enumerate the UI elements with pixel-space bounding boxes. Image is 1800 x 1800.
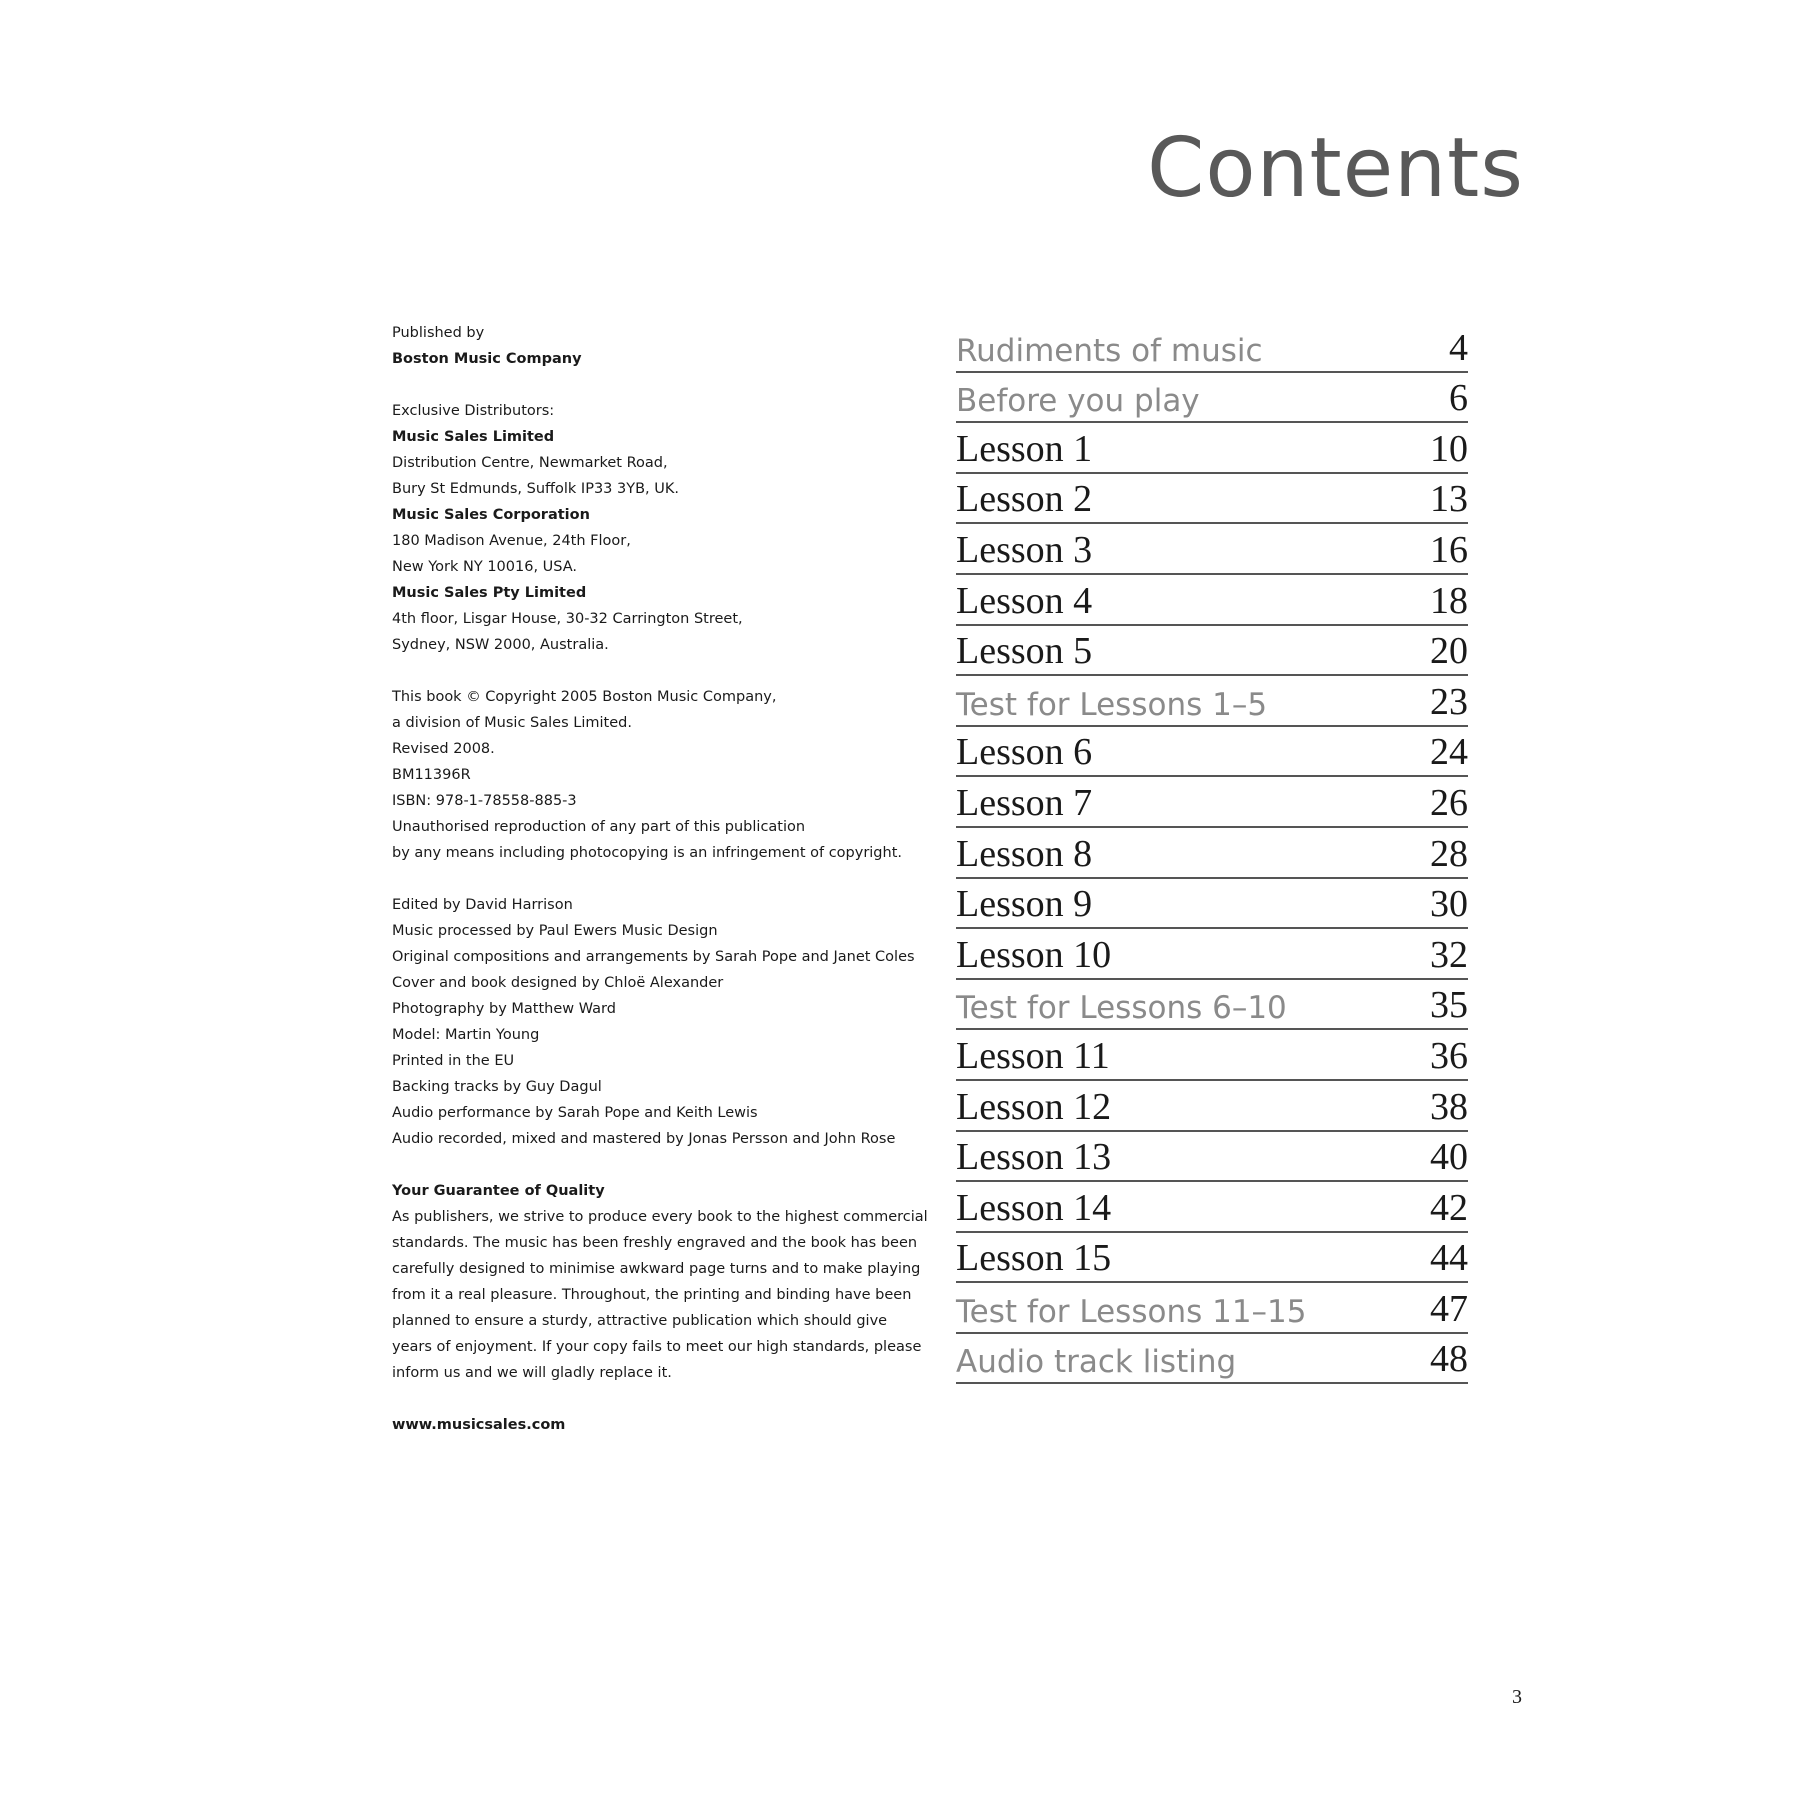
toc-entry-label: Lesson 6 [956, 731, 1093, 774]
toc-entry-label: Audio track listing [956, 1344, 1237, 1381]
toc-entry[interactable] [956, 1182, 1468, 1233]
toc-entry-label: Lesson 2 [956, 478, 1093, 521]
spacer [392, 658, 932, 684]
toc-entry[interactable] [956, 1030, 1468, 1081]
toc-entry-label: Lesson 12 [956, 1085, 1112, 1128]
page-title: Contents [1147, 121, 1524, 216]
toc-entry-page: 10 [1430, 427, 1468, 470]
toc-entry-label: Test for Lessons 1–5 [956, 686, 1268, 723]
toc-entry-page: 26 [1430, 781, 1468, 824]
toc-entry-label: Test for Lessons 11–15 [956, 1293, 1307, 1330]
distributor-address: 4th floor, Lisgar House, 30-32 Carrington Street, [392, 611, 743, 627]
toc-entry[interactable] [956, 1132, 1468, 1183]
toc-list [956, 322, 1468, 1384]
toc-entry[interactable] [956, 828, 1468, 879]
toc-entry[interactable] [956, 1233, 1468, 1284]
credit-line: Audio recorded, mixed and mastered by Jonas Persson and John Rose [392, 1131, 896, 1147]
toc-entry-label: Lesson 15 [956, 1237, 1112, 1280]
credit-line: Model: Martin Young [392, 1027, 540, 1043]
toc-entry[interactable] [956, 626, 1468, 677]
toc-entry-label: Rudiments of music [956, 332, 1263, 369]
toc-entry[interactable] [956, 1283, 1468, 1334]
imprint-block [392, 320, 932, 1438]
catalog-number: BM11396R [392, 767, 471, 783]
toc-entry-page: 18 [1430, 579, 1468, 622]
toc-entry-page: 23 [1430, 680, 1468, 723]
distributor-name: Music Sales Pty Limited [392, 585, 587, 601]
distributor-name: Music Sales Limited [392, 429, 555, 445]
toc-entry[interactable] [956, 980, 1468, 1031]
distributor-address: Bury St Edmunds, Suffolk IP33 3YB, UK. [392, 481, 679, 497]
toc-entry-label: Lesson 8 [956, 832, 1093, 875]
toc-entry[interactable] [956, 1081, 1468, 1132]
credit-line: Music processed by Paul Ewers Music Design [392, 923, 718, 939]
page-number: 3 [1512, 1686, 1522, 1708]
toc-entry-page: 6 [1449, 377, 1468, 420]
toc-entry-page: 16 [1430, 528, 1468, 571]
toc-entry-page: 20 [1430, 630, 1468, 673]
credit-line: Original compositions and arrangements by Sarah Pope and Janet Coles [392, 949, 915, 965]
toc-entry-label: Lesson 10 [956, 933, 1112, 976]
toc-entry-page: 30 [1430, 883, 1468, 926]
toc-entry-label: Lesson 1 [956, 427, 1093, 470]
credits-list [392, 892, 932, 1152]
distributor-address: 180 Madison Avenue, 24th Floor, [392, 533, 631, 549]
toc-entry[interactable] [956, 1334, 1468, 1385]
toc-entry-label: Before you play [956, 383, 1200, 420]
toc-entry-label: Lesson 11 [956, 1034, 1110, 1077]
toc-entry-label: Lesson 9 [956, 883, 1093, 926]
toc-entry[interactable] [956, 929, 1468, 980]
guarantee-line: years of enjoyment. If your copy fails to meet our high standards, please [392, 1339, 922, 1355]
spacer [392, 372, 932, 398]
guarantee-heading: Your Guarantee of Quality [392, 1183, 605, 1199]
toc-entry-label: Lesson 7 [956, 781, 1093, 824]
toc-entry-page: 47 [1430, 1287, 1468, 1330]
guarantee-line: carefully designed to minimise awkward page turns and to make playing [392, 1261, 921, 1277]
guarantee-line: As publishers, we strive to produce every book to the highest commercial [392, 1209, 928, 1225]
credit-line: Backing tracks by Guy Dagul [392, 1079, 602, 1095]
distributors-label: Exclusive Distributors: [392, 403, 555, 419]
distributor-address: Sydney, NSW 2000, Australia. [392, 637, 609, 653]
toc-entry-page: 28 [1430, 832, 1468, 875]
toc-entry[interactable] [956, 373, 1468, 424]
credit-line: Photography by Matthew Ward [392, 1001, 616, 1017]
toc-entry-page: 42 [1430, 1186, 1468, 1229]
copyright-line: a division of Music Sales Limited. [392, 715, 632, 731]
toc-entry[interactable] [956, 575, 1468, 626]
guarantee-line: planned to ensure a sturdy, attractive publication which should give [392, 1313, 888, 1329]
distributor-name: Music Sales Corporation [392, 507, 590, 523]
toc-entry[interactable] [956, 423, 1468, 474]
credit-line: Cover and book designed by Chloë Alexander [392, 975, 724, 991]
toc-entry-page: 38 [1430, 1085, 1468, 1128]
toc-entry-label: Lesson 13 [956, 1136, 1112, 1179]
spacer [392, 1152, 932, 1178]
toc-entry[interactable] [956, 474, 1468, 525]
toc-entry-page: 32 [1430, 933, 1468, 976]
toc-entry[interactable] [956, 727, 1468, 778]
toc-entry-label: Lesson 5 [956, 630, 1093, 673]
guarantee-line: standards. The music has been freshly engraved and the book has been [392, 1235, 918, 1251]
publisher-name: Boston Music Company [392, 351, 582, 367]
credit-line: Printed in the EU [392, 1053, 515, 1069]
spacer [392, 1386, 932, 1412]
toc-entry[interactable] [956, 524, 1468, 575]
guarantee-line: inform us and we will gladly replace it. [392, 1365, 672, 1381]
distributor-address: Distribution Centre, Newmarket Road, [392, 455, 668, 471]
toc-entry[interactable] [956, 879, 1468, 930]
guarantee-text [392, 1204, 932, 1386]
credit-line: Edited by David Harrison [392, 897, 573, 913]
toc-entry-label: Lesson 4 [956, 579, 1093, 622]
published-by-label: Published by [392, 325, 485, 341]
toc-entry[interactable] [956, 322, 1468, 373]
copyright-warning: Unauthorised reproduction of any part of this publication [392, 819, 806, 835]
toc-entry-label: Lesson 14 [956, 1186, 1112, 1229]
copyright-line: This book © Copyright 2005 Boston Music Company, [392, 689, 777, 705]
toc-entry-page: 4 [1449, 326, 1468, 369]
distributor-address: New York NY 10016, USA. [392, 559, 578, 575]
credit-line: Audio performance by Sarah Pope and Keith Lewis [392, 1105, 758, 1121]
toc-entry[interactable] [956, 777, 1468, 828]
toc-entry-label: Test for Lessons 6–10 [956, 990, 1287, 1027]
toc-entry-label: Lesson 3 [956, 528, 1093, 571]
revised-line: Revised 2008. [392, 741, 495, 757]
spacer [392, 866, 932, 892]
toc-entry-page: 13 [1430, 478, 1468, 521]
toc-entry-page: 36 [1430, 1034, 1468, 1077]
toc-entry-page: 40 [1430, 1136, 1468, 1179]
toc-entry-page: 35 [1430, 984, 1468, 1027]
guarantee-line: from it a real pleasure. Throughout, the printing and binding have been [392, 1287, 912, 1303]
toc-entry-page: 48 [1430, 1338, 1468, 1381]
toc-entry-page: 24 [1430, 731, 1468, 774]
toc-entry-page: 44 [1430, 1237, 1468, 1280]
isbn: ISBN: 978-1-78558-885-3 [392, 793, 577, 809]
copyright-warning: by any means including photocopying is an infringement of copyright. [392, 845, 902, 861]
toc-entry[interactable] [956, 676, 1468, 727]
website-link[interactable]: www.musicsales.com [392, 1417, 566, 1433]
